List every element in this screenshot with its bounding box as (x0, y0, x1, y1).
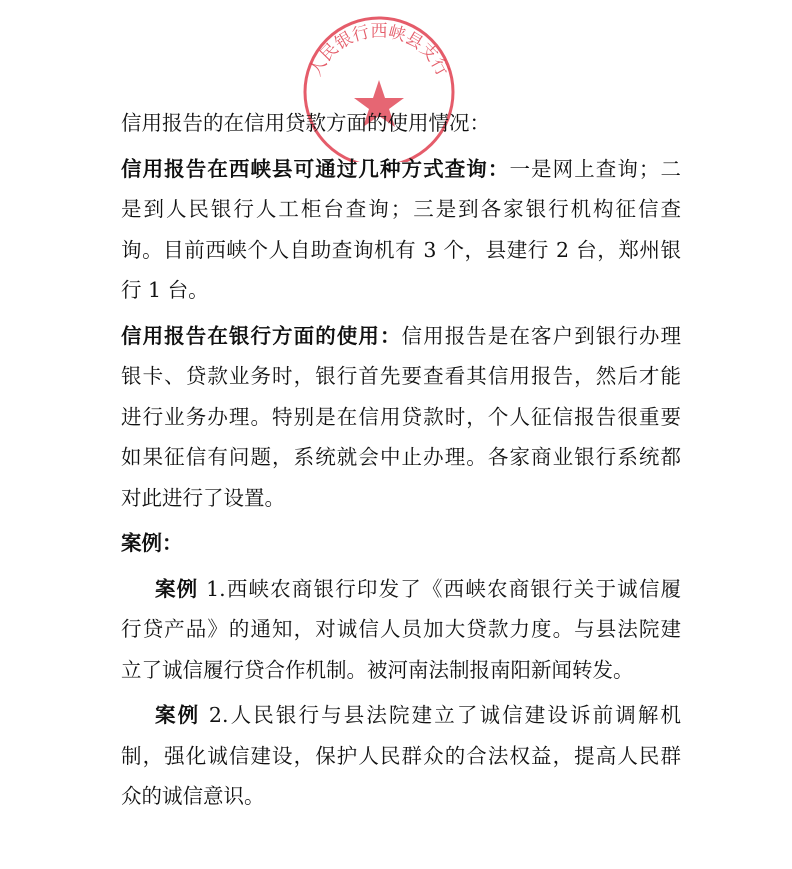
document-body (121, 103, 681, 817)
case2-line3: 众的诚信意识。 (121, 784, 265, 808)
case2-label: 案例 (155, 703, 201, 727)
para1-line4: 行 1 台。 (121, 278, 209, 302)
case1-line3: 立了诚信履行贷合作机制。被河南法制报南阳新闻转发。 (121, 657, 634, 682)
svg-text:人民银行西峡县支行 (306, 22, 452, 80)
cases-heading: 案例： (121, 531, 183, 555)
para1-lead: 信用报告在西峡县可通过几种方式查询： (121, 156, 510, 181)
para2-line1: 信用报告在银行方面的使用：信用报告是在客户到银行办理 (121, 323, 682, 348)
para2-line5: 对此进行了设置。 (121, 485, 285, 510)
case1-label: 案例 (155, 576, 199, 601)
case1-line1: 案例 1.西峡农商银行印发了《西峡农商银行关于诚信履 (155, 576, 682, 601)
heading: 信用报告的在信用贷款方面的使用情况： (121, 111, 490, 135)
para2-line2: 银卡、贷款业务时，银行首先要查看其信用报告，然后才能 (121, 364, 681, 388)
case2-line2: 制，强化诚信建设，保护人民群众的合法权益，提高人民群 (121, 743, 681, 768)
case1-line2: 行贷产品》的通知，对诚信人员加大贷款力度。与县法院建 (121, 617, 681, 641)
para1-line2: 是到人民银行人工柜台查询；三是到各家银行机构征信查 (121, 197, 681, 221)
para2-line4: 如果征信有问题，系统就会中止办理。各家商业银行系统都 (121, 445, 681, 469)
para1-line1: 信用报告在西峡县可通过几种方式查询：一是网上查询；二 (121, 156, 682, 181)
case2-line1: 案例 2.人民银行与县法院建立了诚信建设诉前调解机 (155, 703, 682, 727)
para2-lead: 信用报告在银行方面的使用： (121, 323, 402, 348)
seal-text: 人民银行西峡县支行 (305, 21, 453, 80)
para1-line3: 询。目前西峡个人自助查询机有 3 个，县建行 2 台，郑州银 (121, 237, 681, 262)
para2-line3: 进行业务办理。特别是在信用贷款时，个人征信报告很重要 (121, 404, 681, 429)
